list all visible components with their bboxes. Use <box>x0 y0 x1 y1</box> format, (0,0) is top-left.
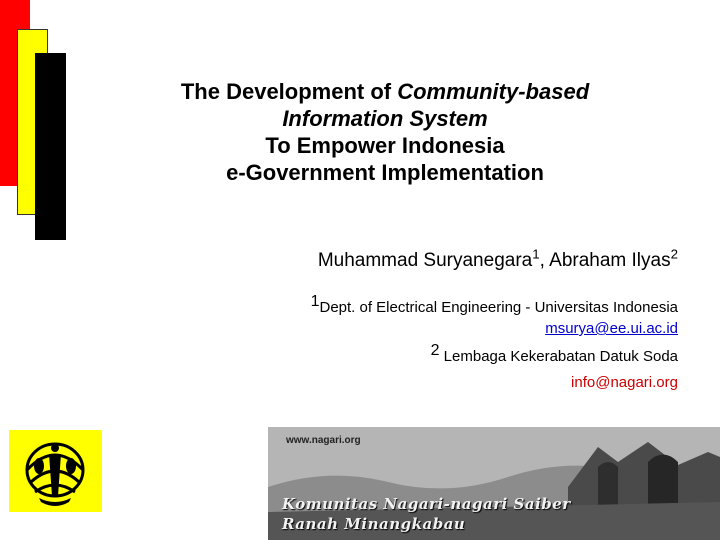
banner-url: www.nagari.org <box>286 435 361 446</box>
title-line2: Information System <box>282 106 488 131</box>
author-separator: , <box>539 250 550 271</box>
title-line3: To Empower Indonesia <box>265 133 505 158</box>
nagari-banner <box>268 427 720 540</box>
decorative-black-bar <box>35 53 66 240</box>
slide-title <box>95 78 675 186</box>
author-list <box>317 246 678 272</box>
affiliation-1 <box>310 293 678 316</box>
affiliation-1-mark: 1 <box>310 293 320 310</box>
affiliation-2 <box>430 342 678 365</box>
author-2-affiliation-mark: 2 <box>670 246 678 262</box>
university-logo-icon <box>9 430 102 512</box>
author-1: Muhammad Suryanegara <box>317 250 533 271</box>
title-line1-italic: Community-based <box>397 79 590 104</box>
banner-caption-line2: Ranah Minangkabau <box>282 515 466 533</box>
banner-caption-line1: Komunitas Nagari-nagari Saiber <box>282 495 571 513</box>
author-1-affiliation-mark: 1 <box>532 246 540 262</box>
email-link-1[interactable]: msurya@ee.ui.ac.id <box>545 320 678 337</box>
affiliation-2-mark: 2 <box>430 342 440 359</box>
affiliation-1-text: Dept. of Electrical Engineering - Universitas Indonesia <box>319 299 678 316</box>
affiliation-2-text: Lembaga Kekerabatan Datuk Soda <box>439 348 678 365</box>
title-line1-prefix: The Development of <box>180 79 398 104</box>
title-line4: e-Government Implementation <box>226 160 544 185</box>
author-2: Abraham Ilyas <box>549 250 671 271</box>
email-link-2[interactable]: info@nagari.org <box>571 374 678 391</box>
